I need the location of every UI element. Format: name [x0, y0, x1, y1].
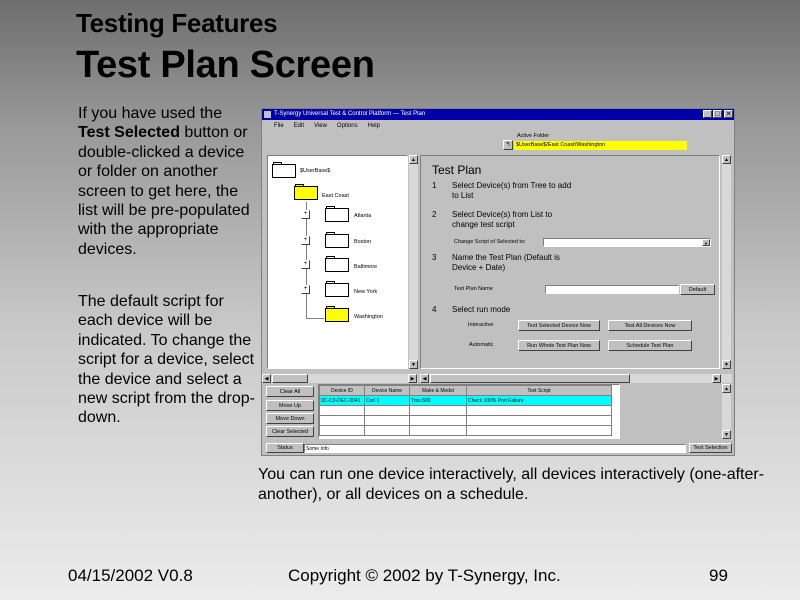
step4-text: Select run mode: [452, 305, 511, 314]
change-script-label: Change Script of Selected to:: [454, 239, 526, 245]
device-list[interactable]: [318, 384, 620, 439]
test-selection-button[interactable]: Test Selection: [689, 443, 732, 453]
page-number: 99: [709, 566, 728, 585]
active-folder-field[interactable]: $UserBase$/East Coast/Washington: [514, 141, 687, 150]
tree-city-atlanta[interactable]: Atlanta: [354, 213, 372, 219]
test-selected-now-button[interactable]: Test Selected Device Now: [518, 320, 600, 331]
folder-up-icon[interactable]: ↰: [503, 140, 513, 150]
test-plan-name-label: Test Plan Name: [454, 286, 493, 292]
folder-open-icon: [294, 184, 318, 200]
tree-city-washington[interactable]: Washington: [354, 314, 383, 320]
window-title: T-Synergy Universal Test & Control Platform — Test Plan: [274, 111, 426, 117]
test-all-now-button[interactable]: Test All Devices Now: [608, 320, 692, 331]
folder-icon: [325, 281, 349, 297]
cell: Cnrl 1: [365, 396, 410, 406]
table-row[interactable]: [320, 396, 612, 406]
tree-scrollbar[interactable]: [409, 155, 418, 369]
clear-all-button[interactable]: Clear All: [266, 386, 314, 397]
step2-text: Select Device(s) from List to change test script: [452, 210, 553, 229]
scroll-up-icon[interactable]: ▲: [722, 155, 731, 164]
cell: 0C-C0-DEC-0041: [320, 396, 365, 406]
step4-number: 4: [432, 305, 437, 314]
slide-subtitle: Testing Features: [76, 8, 278, 38]
plan-scrollbar[interactable]: [722, 155, 731, 369]
minimize-icon[interactable]: _: [703, 110, 712, 118]
col-device-name[interactable]: Device Name: [365, 386, 410, 396]
scroll-down-icon[interactable]: ▼: [722, 360, 731, 369]
scroll-thumb[interactable]: [430, 374, 630, 383]
list-scrollbar[interactable]: [722, 384, 731, 439]
plan-title: Test Plan: [432, 163, 482, 177]
scroll-down-icon[interactable]: ▼: [409, 360, 418, 369]
scroll-left-icon[interactable]: ◀: [420, 374, 429, 383]
tree-city-baltimore[interactable]: Baltimore: [354, 264, 378, 270]
table-row[interactable]: [320, 406, 612, 416]
menu-edit[interactable]: Edit: [293, 123, 305, 129]
folder-icon: [272, 162, 296, 178]
scroll-right-icon[interactable]: ▶: [712, 374, 721, 383]
step3-text: Name the Test Plan (Default is Device + Date): [452, 253, 560, 272]
status-label: Status: [266, 443, 304, 453]
chevron-down-icon[interactable]: ▼: [702, 239, 710, 246]
expand-plus-icon[interactable]: +: [301, 236, 310, 245]
close-icon[interactable]: ✕: [725, 111, 732, 118]
cell: Tms 600: [410, 396, 467, 406]
tree-region[interactable]: East Coast: [322, 193, 349, 199]
cell: Check 100% Port Failure: [467, 396, 612, 406]
menu-options[interactable]: Options: [336, 123, 358, 129]
folder-icon: [325, 256, 349, 272]
footer-copyright: Copyright © 2002 by T-Synergy, Inc.: [288, 566, 561, 585]
tree-hscroll[interactable]: [262, 374, 418, 383]
step1-number: 1: [432, 181, 437, 190]
maximize-icon[interactable]: □: [713, 110, 722, 118]
step3-number: 3: [432, 253, 437, 262]
run-whole-plan-button[interactable]: Run Whole Test Plan Now: [518, 340, 600, 351]
scroll-left-icon[interactable]: ◀: [262, 374, 271, 383]
menu-help[interactable]: Help: [367, 123, 380, 129]
automatic-label: Automatic: [469, 342, 494, 348]
slide-title: Test Plan Screen: [76, 44, 375, 86]
script-paragraph: The default script for each device will be indicated. To change the script for a device, select the device and select a new script from the drop-down.: [78, 293, 255, 427]
window-titlebar: [262, 109, 734, 120]
scroll-down-icon[interactable]: ▼: [722, 430, 731, 439]
expand-plus-icon[interactable]: +: [301, 285, 310, 294]
col-make-model[interactable]: Make & Model: [410, 386, 467, 396]
app-window: [261, 108, 735, 456]
table-header: [320, 386, 612, 396]
active-folder-label: Active Folder: [517, 133, 550, 139]
table-row[interactable]: [320, 416, 612, 426]
col-device-id[interactable]: Device ID: [320, 386, 365, 396]
menu-bar: [262, 121, 734, 131]
schedule-plan-button[interactable]: Schedule Test Plan: [608, 340, 692, 351]
scroll-right-icon[interactable]: ▶: [408, 374, 417, 383]
menu-view[interactable]: View: [314, 123, 327, 129]
step1-text: Select Device(s) from Tree to add to List: [452, 181, 572, 200]
clear-selected-button[interactable]: Clear Selected: [266, 426, 314, 437]
footer-date: 04/15/2002 V0.8: [68, 566, 193, 585]
col-test-script[interactable]: Test Script: [467, 386, 612, 396]
caption: You can run one device interactively, all devices interactively (one-after-another), or all devices on a schedule.: [258, 466, 765, 503]
tree-city-boston[interactable]: Boston: [354, 239, 372, 245]
intro-paragraph: If you have used the Test Selected button or double-clicked a device or folder on another screen to get here, the list will be pre-populated with the appropriate devices.: [78, 105, 250, 258]
folder-selected-icon: [325, 306, 349, 322]
folder-icon: [325, 206, 349, 222]
default-button[interactable]: Default: [680, 284, 715, 295]
scroll-up-icon[interactable]: ▲: [409, 155, 418, 164]
expand-plus-icon[interactable]: +: [301, 260, 310, 269]
step2-number: 2: [432, 210, 437, 219]
scroll-up-icon[interactable]: ▲: [722, 384, 731, 393]
script-dropdown[interactable]: [543, 238, 711, 247]
move-up-button[interactable]: Move Up: [266, 400, 314, 411]
plan-hscroll[interactable]: [420, 374, 732, 383]
app-icon: [264, 111, 271, 118]
menu-file[interactable]: File: [274, 123, 284, 129]
device-tree[interactable]: [267, 155, 408, 369]
table-row[interactable]: [320, 426, 612, 436]
interactive-label: Interactive: [468, 322, 494, 328]
move-down-button[interactable]: Move Down: [266, 413, 314, 424]
tree-root[interactable]: $UserBase$: [300, 168, 331, 174]
status-field: Some Info: [304, 444, 686, 453]
folder-icon: [325, 232, 349, 248]
scroll-thumb[interactable]: [272, 374, 308, 383]
tree-city-new-york[interactable]: New York: [354, 289, 378, 295]
expand-plus-icon[interactable]: +: [301, 210, 310, 219]
test-plan-name-input[interactable]: [545, 285, 679, 294]
